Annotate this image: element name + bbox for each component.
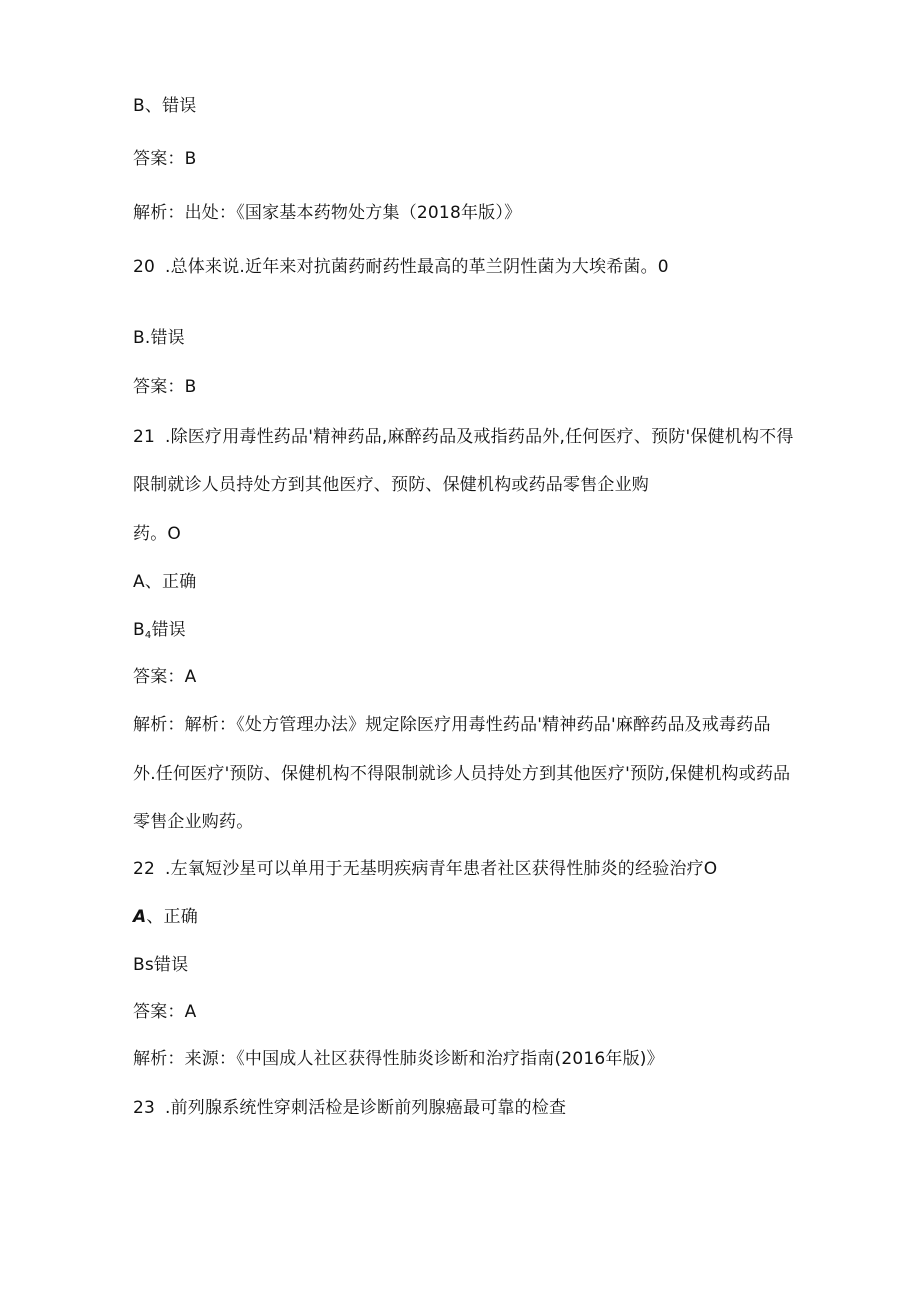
question-20: [133, 256, 669, 278]
answer-line: 答案：B: [133, 377, 197, 397]
option-b-wrong: B.错误: [133, 328, 185, 348]
question-21-end: 药。O: [133, 524, 181, 544]
question-22: [133, 858, 717, 880]
option-b-wrong: B、错误: [133, 96, 197, 116]
question-text: .前列腺系统性穿刺活检是诊断前列腺癌最可靠的检查: [165, 1098, 567, 1118]
option-subscript: 4: [144, 630, 152, 641]
analysis-line-2: 外.任何医疗'预防、保健机构不得限制就诊人员持处方到其他医疗'预防,保健机构或药品: [133, 764, 791, 784]
answer-line: 答案：A: [133, 1002, 197, 1022]
option-a-correct: [133, 906, 198, 928]
analysis-line: 解析：解析：《处方管理办法》规定除医疗用毒性药品'精神药品'麻醉药品及戒毒药品: [133, 715, 771, 735]
question-text: .除医疗用毒性药品'精神药品,麻醉药品及戒指药品外,任何医疗、预防'保健机构不得: [165, 427, 794, 447]
option-letter: B: [133, 620, 145, 640]
answer-line: 答案：B: [133, 149, 197, 169]
analysis-line-3: 零售企业购药。: [133, 812, 254, 832]
option-a-correct: A、正确: [133, 572, 197, 592]
question-text: .左氧短沙星可以单用于无基明疾病青年患者社区获得性肺炎的经验治疗O: [165, 859, 718, 879]
answer-line: 答案：A: [133, 667, 197, 687]
question-number: 22: [133, 859, 156, 879]
question-21-continued: 限制就诊人员持处方到其他医疗、预防、保健机构或药品零售企业购: [133, 475, 649, 495]
option-text: 、正确: [146, 907, 198, 927]
source-line: 解析：来源：《中国成人社区获得性肺炎诊断和治疗指南(2016年版)》: [133, 1049, 664, 1069]
question-23: [133, 1097, 566, 1119]
option-letter: A: [133, 907, 147, 927]
analysis-line: 解析：出处：《国家基本药物处方集（2018年版）》: [133, 203, 522, 223]
question-text: .总体来说.近年来对抗菌药耐药性最高的革兰阴性菌为大埃希菌。0: [165, 257, 669, 277]
option-b-wrong: [133, 619, 186, 647]
question-number: 20: [133, 257, 156, 277]
question-number: 23: [133, 1098, 156, 1118]
question-number: 21: [133, 427, 156, 447]
option-text: 错误: [151, 620, 186, 640]
question-21: [133, 426, 794, 448]
option-b-wrong: Bs错误: [133, 955, 189, 975]
